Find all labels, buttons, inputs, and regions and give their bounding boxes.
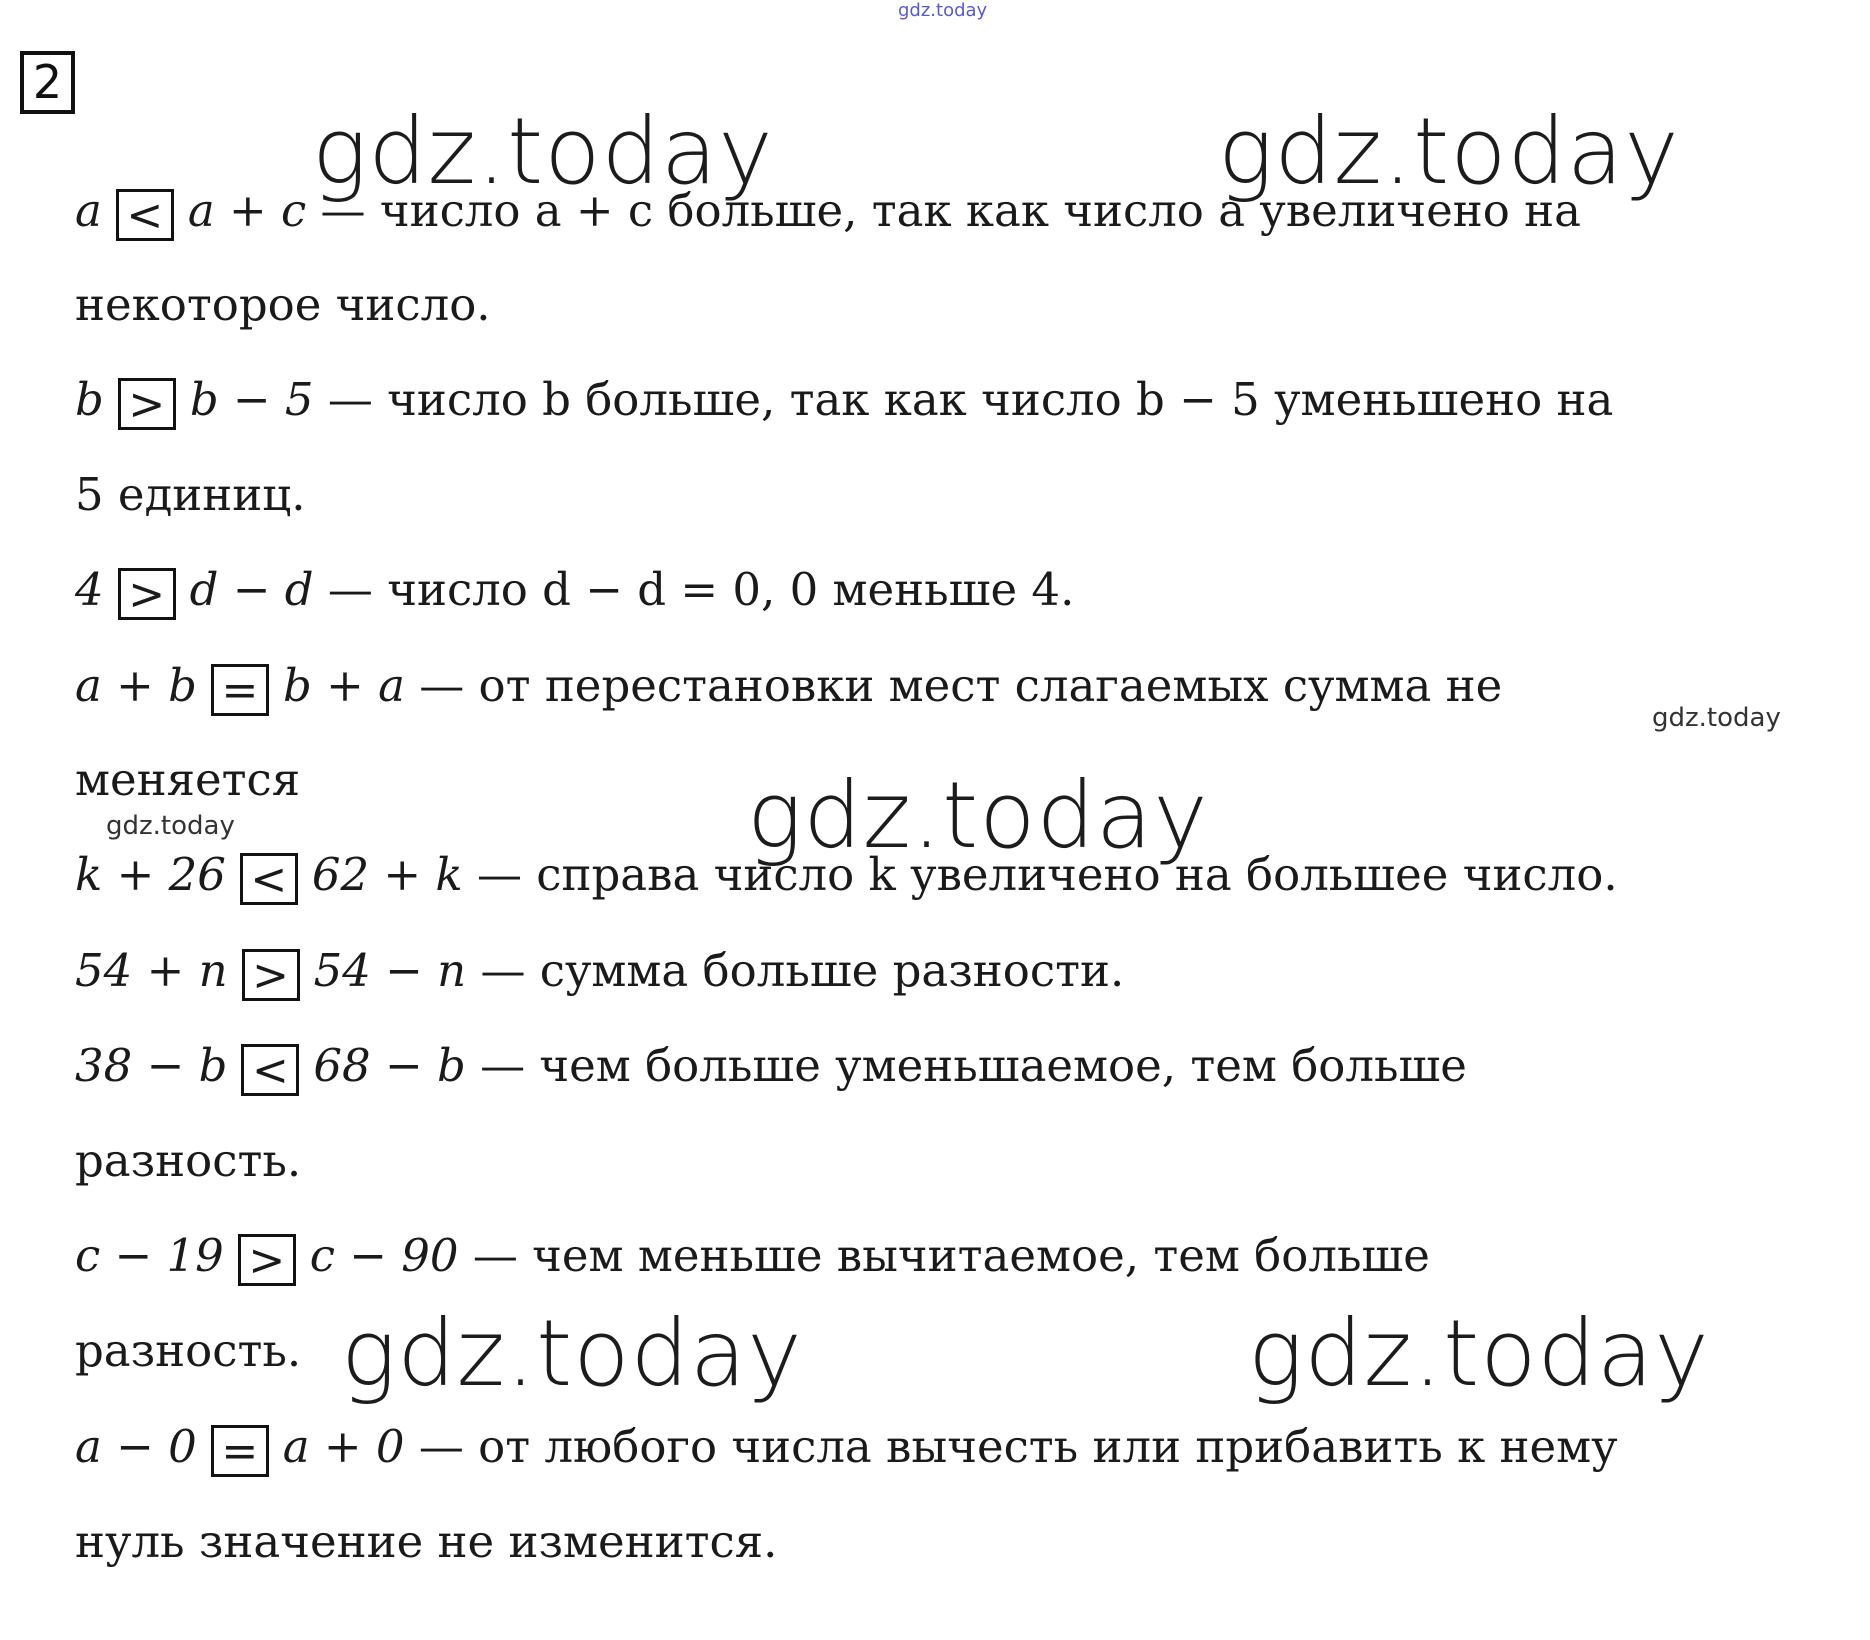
right-expression: 62 + k xyxy=(311,848,463,901)
comparison-sign-box: < xyxy=(116,189,174,241)
explanation-text: — сумма больше разности. xyxy=(480,944,1125,997)
comparison-line xyxy=(75,1226,1430,1286)
explanation-text: — число a + c больше, так как число a увеличено на xyxy=(320,184,1581,237)
comparison-sign-box: > xyxy=(118,378,176,430)
comparison-sign-box: = xyxy=(211,664,269,716)
continuation-line xyxy=(75,1321,301,1381)
right-expression: b − 5 xyxy=(189,373,314,426)
explanation-text: разность. xyxy=(75,1134,302,1187)
comparison-sign-box: > xyxy=(238,1234,296,1286)
comparison-sign-box: > xyxy=(242,949,300,1001)
comparison-line xyxy=(75,845,1618,905)
left-expression: 38 − b xyxy=(75,1039,228,1092)
right-expression: a + c xyxy=(187,184,307,237)
left-expression: a xyxy=(75,184,102,237)
explanation-text: — число d − d = 0, 0 меньше 4. xyxy=(327,563,1075,616)
right-expression: d − d xyxy=(189,563,314,616)
explanation-text: некоторое число. xyxy=(75,278,491,331)
comparison-line xyxy=(75,656,1502,716)
watermark: gdz.today xyxy=(106,811,235,841)
comparison-sign-box: = xyxy=(211,1425,269,1477)
watermark: gdz.today xyxy=(312,98,774,205)
right-expression: 68 − b xyxy=(313,1039,466,1092)
comparison-line xyxy=(75,370,1613,430)
right-expression: a + 0 xyxy=(282,1420,405,1473)
comparison-line xyxy=(75,941,1124,1001)
continuation-line xyxy=(75,750,300,810)
continuation-line xyxy=(75,1512,777,1572)
explanation-text: — число b больше, так как число b − 5 уменьшено на xyxy=(327,373,1614,426)
left-expression: 54 + n xyxy=(75,944,228,997)
explanation-text: — справа число k увеличено на большее число. xyxy=(477,848,1618,901)
watermark: gdz.today xyxy=(1652,703,1781,733)
right-expression: 54 − n xyxy=(313,944,467,997)
comparison-line xyxy=(75,1036,1467,1096)
explanation-text: — от перестановки мест слагаемых сумма не xyxy=(419,659,1503,712)
watermark-top: gdz.today xyxy=(898,0,988,21)
explanation-text: разность. xyxy=(75,1324,302,1377)
explanation-text: нуль значение не изменится. xyxy=(75,1515,778,1568)
right-expression: b + a xyxy=(282,659,405,712)
continuation-line xyxy=(75,1131,301,1191)
left-expression: a − 0 xyxy=(75,1420,197,1473)
explanation-text: — чем больше уменьшаемое, тем больше xyxy=(480,1039,1467,1092)
comparison-line xyxy=(75,1417,1618,1477)
explanation-text: — от любого числа вычесть или прибавить к нему xyxy=(418,1420,1618,1473)
comparison-line xyxy=(75,560,1074,620)
comparison-sign-box: < xyxy=(240,853,298,905)
watermark: gdz.today xyxy=(1218,98,1680,205)
right-expression: c − 90 xyxy=(309,1229,459,1282)
task-number: 2 xyxy=(20,51,75,114)
left-expression: b xyxy=(75,373,104,426)
comparison-sign-box: > xyxy=(118,568,176,620)
comparison-sign-box: < xyxy=(241,1044,299,1096)
comparison-line xyxy=(75,181,1581,241)
watermark: gdz.today xyxy=(1248,1300,1710,1407)
left-expression: c − 19 xyxy=(75,1229,224,1282)
watermark: gdz.today xyxy=(747,762,1209,869)
left-expression: a + b xyxy=(75,659,197,712)
watermark: gdz.today xyxy=(341,1300,803,1407)
left-expression: 4 xyxy=(75,563,104,616)
continuation-line xyxy=(75,275,491,335)
explanation-text: меняется xyxy=(75,753,301,806)
explanation-text: 5 единиц. xyxy=(75,468,306,521)
explanation-text: — чем меньше вычитаемое, тем больше xyxy=(472,1229,1430,1282)
continuation-line xyxy=(75,465,306,525)
left-expression: k + 26 xyxy=(75,848,226,901)
